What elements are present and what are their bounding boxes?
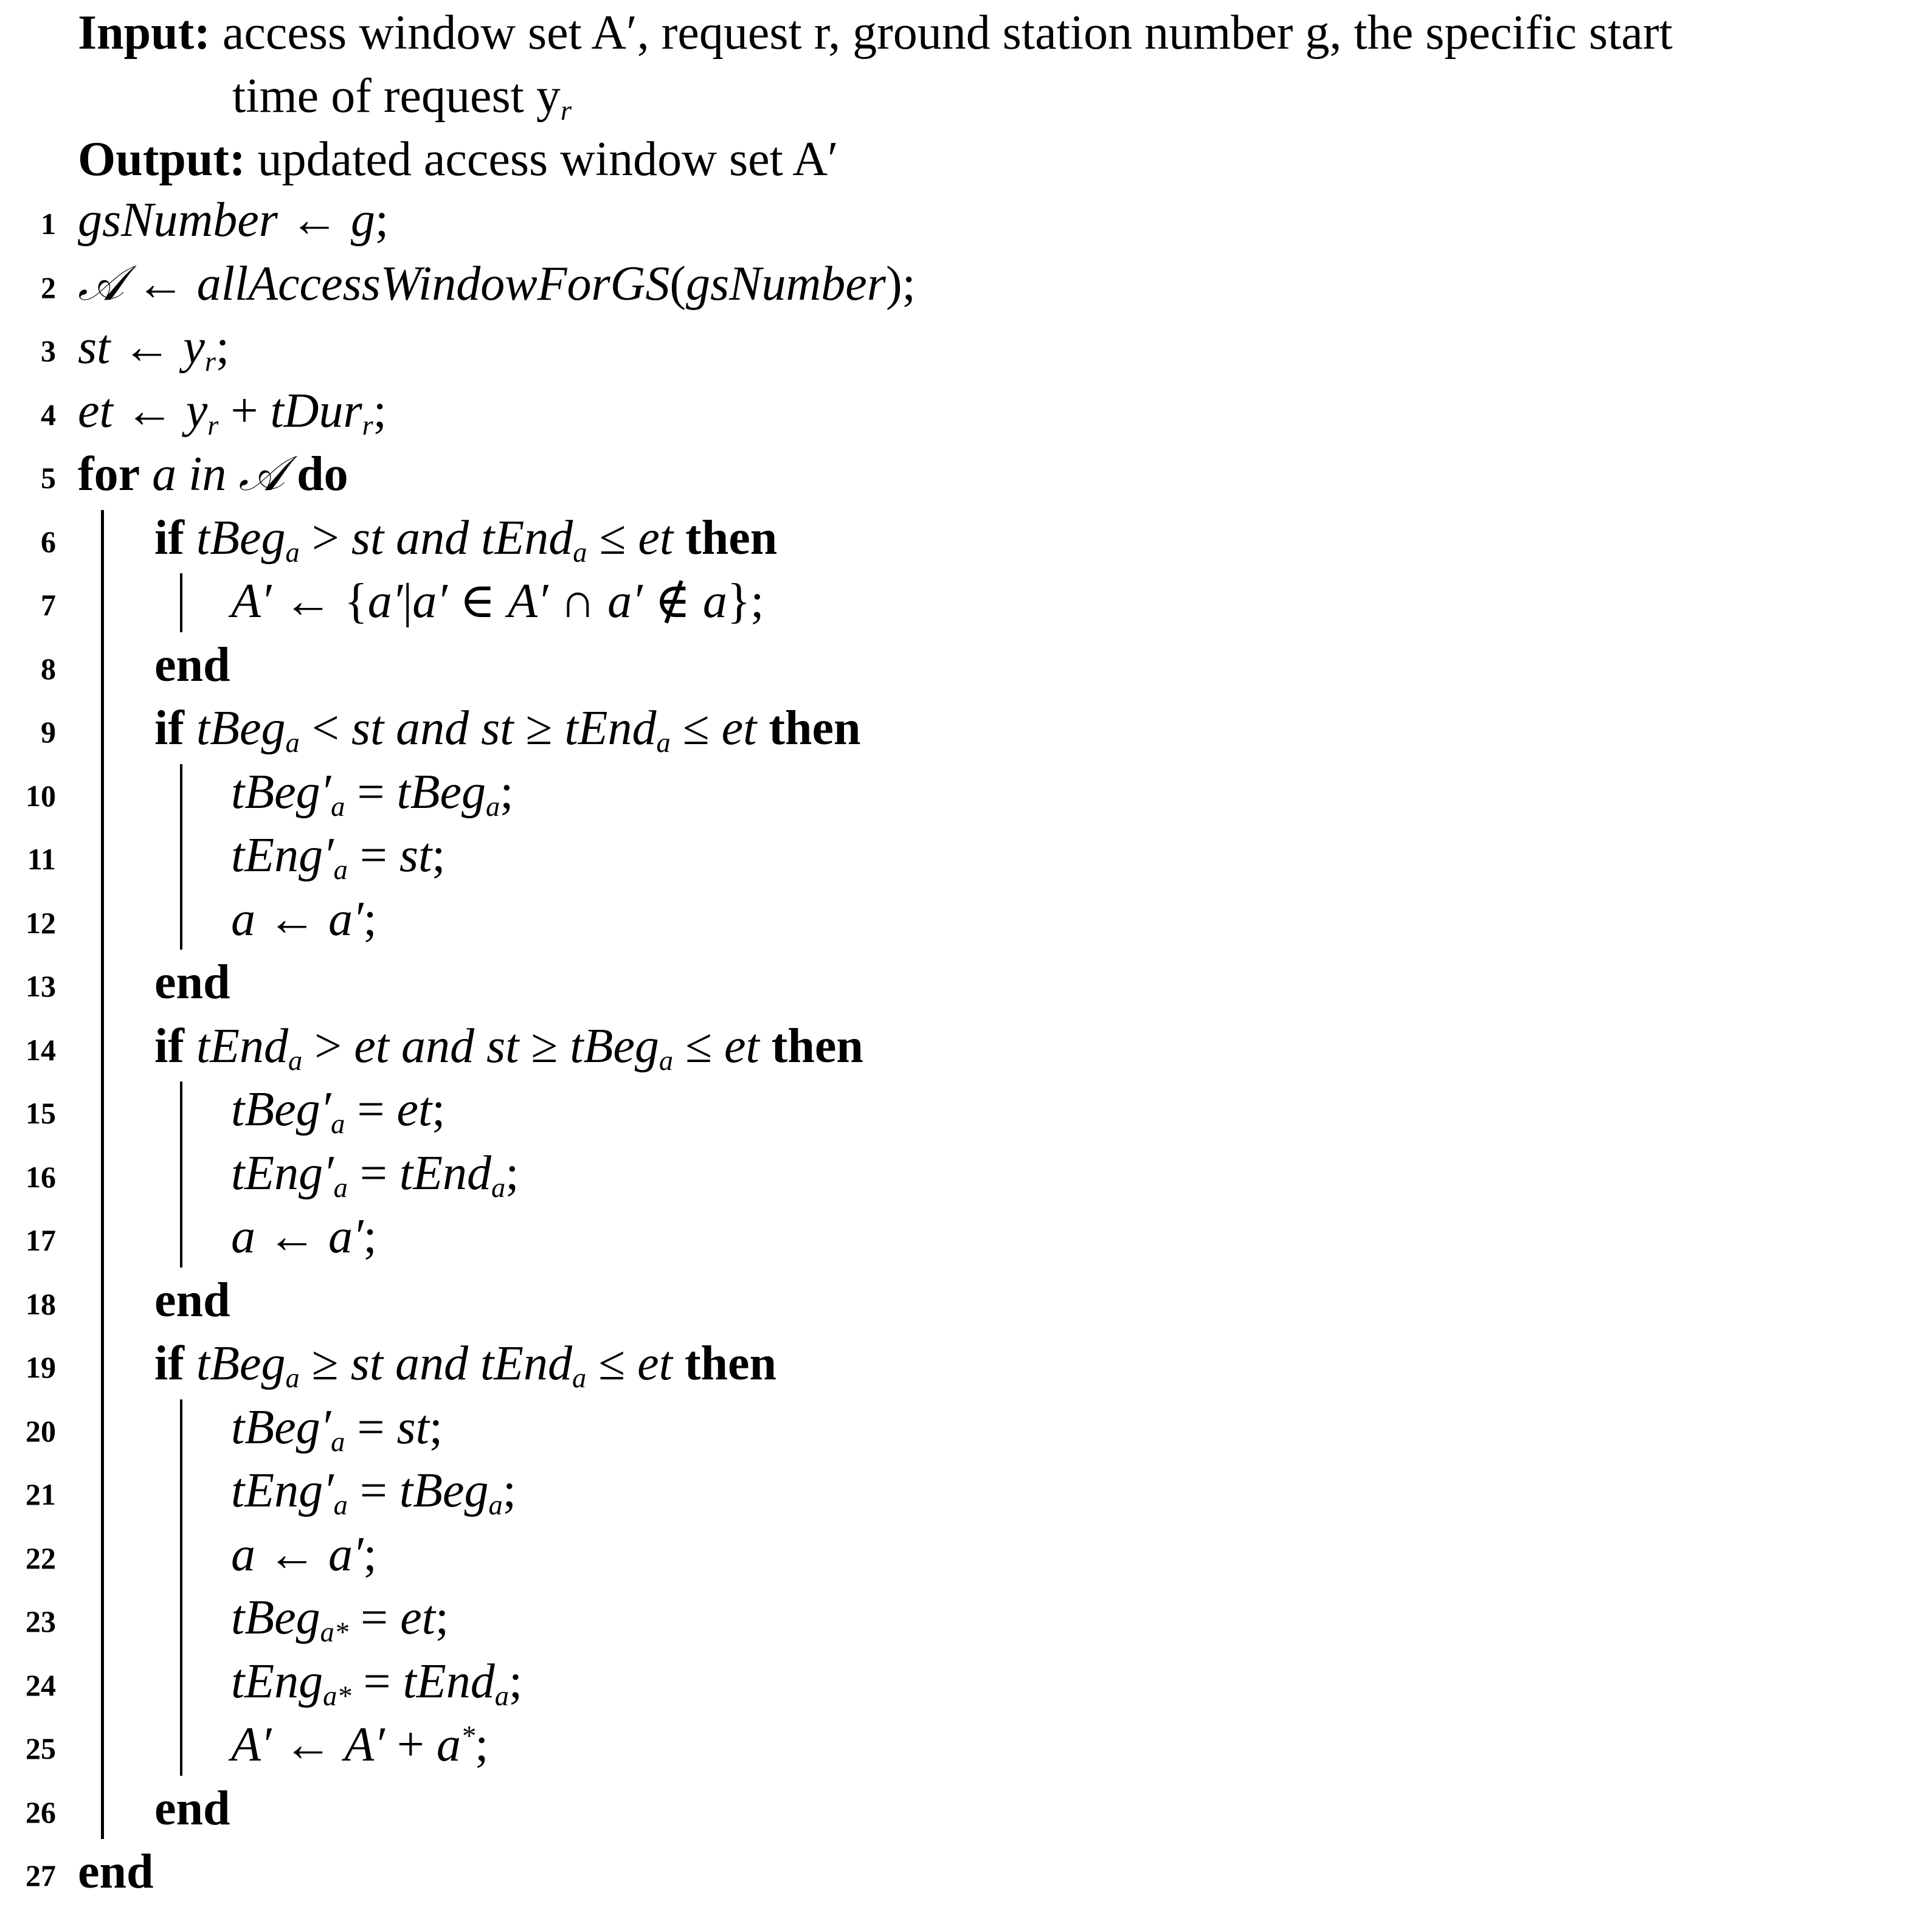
code-line [0,1586,1905,1649]
line-number: 1 [41,207,56,241]
line-number: 9 [41,715,56,749]
code-text: tEng$_{a*}$ = tEnd$_a$; [231,1654,523,1712]
output-line [78,128,838,191]
code-line [0,1078,1905,1141]
line-number: 3 [41,334,56,368]
input-text-subscript: r [560,95,572,126]
line-number: 23 [26,1604,56,1638]
code-line [0,379,1905,443]
input-text: access window set A′, request r, ground station number g, the specific start [222,6,1673,60]
line-number: 15 [26,1096,56,1130]
code-text: $tEng'_a$ = tEnd$_a$; [231,1146,519,1204]
line-number: 5 [41,461,56,495]
code-line [0,633,1905,697]
code-line [0,951,1905,1014]
code-line [0,761,1905,824]
code-line [0,697,1905,760]
line-number: 22 [26,1540,56,1575]
code-text: $tBeg'_a$ = tBeg$_a$; [231,765,514,823]
code-text: if tBeg$_a$ ≥ st and tEnd$_a$ ≤ et then [154,1337,777,1394]
line-number: 21 [26,1477,56,1511]
code-text: $tEng'_a$ = tBeg$_a$; [231,1464,516,1521]
line-number: 4 [41,397,56,432]
line-number: 16 [26,1159,56,1194]
code-line [0,824,1905,887]
code-line [0,316,1905,379]
line-number: 11 [27,842,56,876]
code-text: end [154,1273,230,1327]
code-text: a ← a′; [231,1527,377,1581]
code-text: st ← $y_r$; [78,320,230,378]
code-line [0,188,1905,252]
code-line [0,1650,1905,1713]
code-line [0,1777,1905,1840]
line-number: 26 [26,1795,56,1829]
code-text: $tEng'_a$ = st; [231,829,446,886]
line-number: 12 [26,905,56,940]
code-line [0,506,1905,570]
input-label: Input: [78,6,210,60]
if-body-2-bar [180,764,182,950]
line-number: 7 [41,588,56,622]
code-line [0,1459,1905,1522]
code-text: et ← $y_r$ + tDur$_r$; [78,384,387,441]
code-text: a ← a′; [231,892,377,946]
line-number: 14 [26,1032,56,1067]
line-number: 18 [26,1286,56,1321]
code-line [0,1269,1905,1332]
line-number: 20 [26,1413,56,1448]
code-text: a ← a′; [231,1210,377,1263]
code-text: $tBeg'_a$ = et; [231,1083,446,1140]
input-text-continued: time of request y [232,69,561,123]
input-continuation-line [232,64,572,128]
code-line [0,1396,1905,1459]
line-number: 13 [26,969,56,1003]
line-number: 24 [26,1668,56,1702]
line-number: 27 [26,1858,56,1892]
code-line [0,443,1905,506]
code-text: end [154,638,230,692]
for-loop-body-bar [101,510,104,1840]
line-number: 10 [26,778,56,813]
code-line [0,888,1905,951]
code-line [0,1332,1905,1395]
code-text: if tEnd$_a$ > et and st ≥ tBeg$_a$ ≤ et then [154,1019,863,1077]
code-text: tBeg$_{a*}$ = et; [231,1591,449,1648]
if-body-4-bar [180,1399,182,1776]
line-number: 25 [26,1731,56,1765]
input-line [78,1,1673,64]
code-text: if tBeg$_a$ > st and tEnd$_a$ ≤ et then [154,511,778,568]
code-line [0,1713,1905,1776]
code-line [0,1523,1905,1586]
code-text: gsNumber ← g; [78,193,389,247]
output-text: updated access window set A′ [257,133,838,186]
code-text: A′ ← {a′|a′ ∈ A′ ∩ a′ ∉ a}; [231,574,764,628]
code-text: A′ ← A′ + a*; [231,1718,489,1772]
code-text: for a in 𝒜 do [78,447,348,501]
if-body-3-bar [180,1082,182,1268]
line-number: 19 [26,1350,56,1384]
if-body-1-bar [180,573,182,632]
code-line [0,252,1905,316]
line-number: 8 [41,651,56,686]
code-text: end [78,1845,154,1899]
code-line [0,1205,1905,1268]
code-line [0,1142,1905,1205]
line-number: 17 [26,1223,56,1257]
output-label: Output: [78,133,246,186]
code-text: end [154,956,230,1009]
code-text: if tBeg$_a$ < st and st ≥ tEnd$_a$ ≤ et then [154,702,861,759]
code-line [0,1015,1905,1078]
code-line [0,1840,1905,1903]
code-text: $tBeg'_a$ = st; [231,1400,443,1458]
line-number: 6 [41,524,56,559]
code-line [0,570,1905,633]
code-text: end [154,1781,230,1835]
line-number: 2 [41,270,56,305]
code-text: 𝒜 ← allAccessWindowForGS(gsNumber); [78,257,916,311]
